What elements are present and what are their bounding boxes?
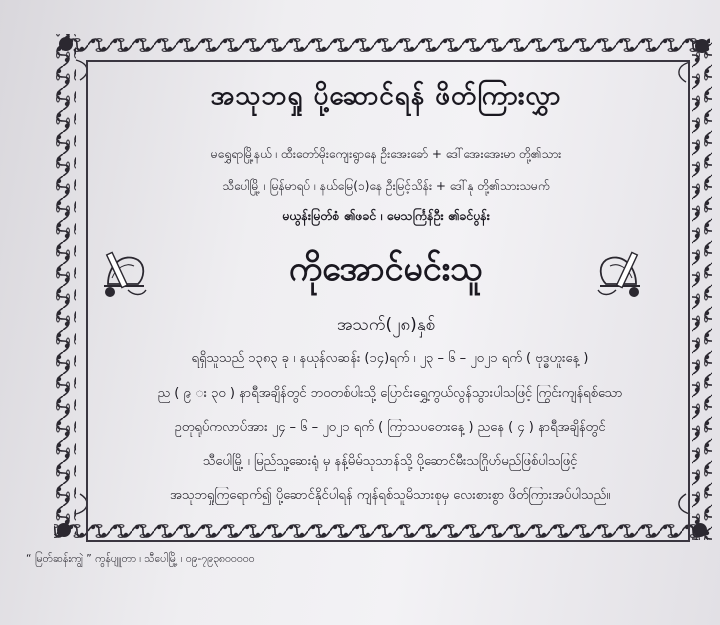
notice-body-line-1: ရရှိသူသည် ၁၃၈၃ ခု ၊ နယုန်လဆန်း (၁၄)ရက် ၊ ၂၃ – ၆ – ၂၀၂၁ ရက် ( ဗုဒ္ဓဟူးနေ့ ) (191, 351, 589, 366)
notice-title: အသုဘရှု ပို့ဆောင်ရန် ဖိတ်ကြားလွှာ (210, 81, 562, 111)
deceased-age: အသက်(၂၈)နှစ် (336, 315, 436, 335)
printer-footer: “ မြတ်ဆန်းကျွဲ ” ကွန်ပျူတာ ၊ သီပေါမြို့ ၊ ၀၉-၇၉၃၈၀၀၀၀၀ (26, 553, 255, 565)
parents-line-2: သီပေါမြို့ ၊ မြန်မာရပ် ၊ နယ်မြေ(၁)နေ ဦးမြင့်သိန်း + ဒေါ်နု တို့၏သားသမက် (222, 179, 550, 193)
notice-body-line-2: ည ( ၉ း ၃၀ ) နာရီအချိန်တွင် ဘဝတစ်ပါးသို့ ပြောင်းရွှေ့ကွယ်လွန်သွားပါသဖြင့် ကြွင်းကျန်ရစ်သော (157, 386, 623, 401)
deceased-name: ကိုအောင်မင်းသူ (288, 249, 484, 289)
parents-line-3: မယွန်းမြတ်စံ ၏ဖခင် ၊ မေသင်္ကြန်ဦး ၏ခင်ပွန်း (282, 208, 490, 223)
notice-body-line-5: အသုဘရှုကြရောက်၍ ပို့ဆောင်နိုင်ပါရန် ကျန်ရစ်သူမိသားစုမှ လေးစားစွာ ဖိတ်ကြားအပ်ပါသည်။ (169, 488, 611, 503)
notice-body-line-3: ဥတုရုပ်ကလာပ်အား ၂၄ – ၆ – ၂၀၂၁ ရက် ( ကြာသပတေးနေ့ ) ညနေ ( ၄ ) နာရီအချိန်တွင် (174, 420, 606, 435)
parents-line-1: မရွှေရာမြို့နယ် ၊ ထီးတော်မိုးကျေးရွာနေ ဦးအေးခော် + ဒေါ်အေးအေးမာ တို့၏သား (210, 147, 562, 161)
notice-body-line-4: သီပေါမြို့ ၊ မြည်သူ့ဆေးရုံ မှ နန့်မိမ်သုသာန်သို့ ပို့ဆောင်မီးသဂြိုဟ်မည်ဖြစ်ပါသဖြင့် (202, 454, 578, 469)
